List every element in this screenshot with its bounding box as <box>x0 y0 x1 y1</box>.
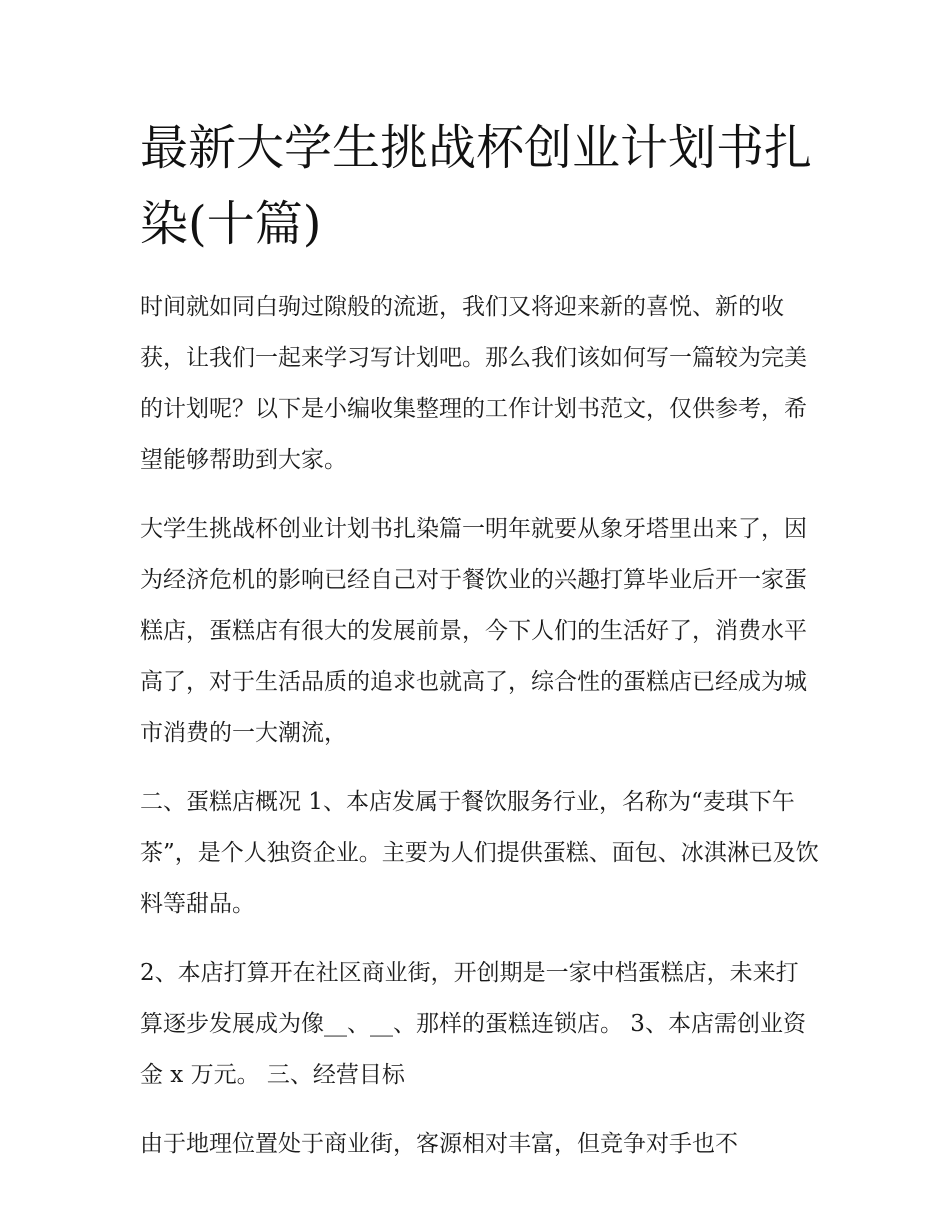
document-page <box>140 110 820 1170</box>
document-title: 最新大学生挑战杯创业计划书扎染(十篇) <box>140 120 813 252</box>
paragraph-section-one: 大学生挑战杯创业计划书扎染篇一明年就要从象牙塔里出来了，因为经济危机的影响已经自己对于餐饮业的兴趣打算毕业后开一家蛋糕店，蛋糕店有很大的发展前景，今下人们的生活好了，消费水平高了，对于生活品质的追求也就高了，综合性的蛋糕店已经成为城市消费的一大潮流， <box>140 516 807 746</box>
paragraph-business-goals: 由于地理位置处于商业街，客源相对丰富，但竞争对手也不 <box>140 1131 738 1157</box>
paragraph-section-two-continued: 2、本店打算开在社区商业街，开创期是一家中档蛋糕店，未来打算逐步发展成为像__、__、那样的蛋糕连锁店。 3、本店需创业资金 x 万元。 三、经营目标 <box>140 960 806 1088</box>
paragraph-intro: 时间就如同白驹过隙般的流逝，我们又将迎来新的喜悦、新的收获，让我们一起来学习写计划吧。那么我们该如何写一篇较为完美的计划呢？以下是小编收集整理的工作计划书范文，仅供参考，希望能够帮助到大家。 <box>140 294 807 473</box>
paragraph-section-two: 二、蛋糕店概况 1、本店发属于餐饮服务行业，名称为“麦琪下午茶”，是个人独资企业。主要为人们提供蛋糕、面包、冰淇淋已及饮料等甜品。 <box>140 789 819 917</box>
